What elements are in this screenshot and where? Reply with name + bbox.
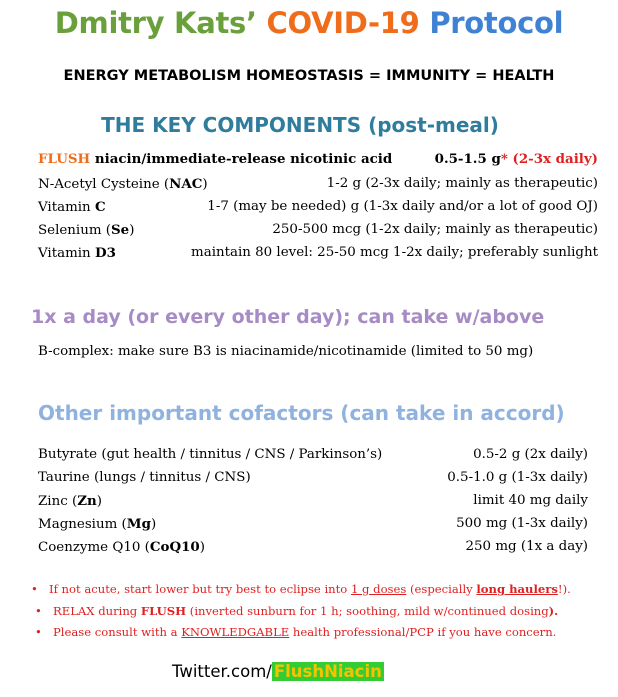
bullet-icon: • (35, 625, 42, 639)
zinc-name (38, 493, 102, 509)
zinc-abbrev: Zn (77, 493, 97, 509)
b-complex-text: B-complex: make sure B3 is niacinamide/nicotinamide (limited to 50 mg) (38, 344, 534, 359)
bullet-icon: • (31, 582, 38, 596)
note1-text-3: !). (557, 582, 571, 596)
vitamin-d3-row (38, 245, 598, 267)
title-covid: COVID-19 (266, 6, 420, 40)
twitter-prefix: Twitter.com/ (172, 662, 272, 681)
note1-underline: 1 g doses (350, 582, 407, 596)
vitamin-c-name-pre: Vitamin (38, 200, 95, 215)
taurine-dose: 0.5-1.0 g (1-3x daily) (447, 470, 588, 485)
note3-text-2: health professional/PCP if you have concern. (289, 625, 557, 639)
vitamin-d3-name-pre: Vitamin (38, 246, 95, 261)
nac-row (38, 176, 598, 198)
magnesium-name-post: ) (150, 517, 157, 532)
document-subtitle: ENERGY METABOLISM HOMEOSTASIS = IMMUNITY = HEALTH (63, 68, 555, 84)
nac-abbrev: NAC (169, 176, 203, 192)
zinc-name-post: ) (96, 494, 102, 509)
selenium-name-pre: Selenium ( (38, 223, 112, 238)
magnesium-name (38, 516, 156, 532)
note-relax-flush (35, 604, 558, 618)
vitamin-d3-abbrev: D3 (94, 245, 116, 261)
vitamin-c-abbrev: C (94, 199, 106, 215)
taurine-row (38, 470, 598, 492)
bullet-icon: • (35, 604, 42, 618)
vitamin-d3-dose: maintain 80 level: 25-50 mcg 1-2x daily; preferably sunlight (191, 245, 598, 260)
cofactors-heading: Other important cofactors (can take in accord) (38, 401, 565, 425)
magnesium-name-pre: Magnesium ( (38, 517, 127, 532)
butyrate-dose: 0.5-2 g (2x daily) (473, 447, 588, 462)
note-consult (35, 625, 556, 639)
vitamin-d3-name (38, 245, 116, 261)
vitamin-c-row (38, 199, 598, 221)
selenium-row (38, 222, 598, 244)
selenium-name (38, 222, 134, 238)
twitter-footer[interactable] (172, 662, 384, 681)
flush-dose-value: 0.5-1.5 g (434, 151, 501, 167)
key-components-heading: THE KEY COMPONENTS (post-meal) (101, 113, 499, 137)
nac-name-post: ) (202, 177, 208, 192)
coq10-name (38, 539, 205, 555)
vitamin-c-name (38, 199, 106, 215)
flush-niacin-dose (435, 151, 598, 167)
note1-long-haulers: long haulers (476, 582, 558, 596)
selenium-name-post: ) (129, 223, 135, 238)
note2-close: ). (548, 604, 559, 618)
magnesium-dose: 500 mg (1-3x daily) (456, 516, 588, 531)
flush-niacin-row (38, 151, 598, 173)
flush-niacin-desc: niacin/immediate-release nicotinic acid (90, 151, 393, 167)
taurine-name: Taurine (lungs / tinnitus / CNS) (38, 470, 251, 485)
vitamin-c-dose: 1-7 (may be needed) g (1-3x daily and/or a lot of good OJ) (207, 199, 598, 214)
butyrate-row (38, 447, 598, 469)
note3-text: Please consult with a (53, 625, 182, 639)
coq10-name-pre: Coenzyme Q10 ( (38, 540, 150, 555)
selenium-abbrev: Se (111, 222, 130, 238)
nac-name-pre: N-Acetyl Cysteine ( (38, 177, 170, 192)
twitter-handle[interactable]: FlushNiacin (273, 662, 382, 681)
note2-text-2: (inverted sunburn for 1 h; soothing, mild w/continued dosing (186, 604, 549, 618)
flush-keyword: FLUSH (38, 151, 91, 167)
coq10-name-post: ) (199, 540, 205, 555)
zinc-dose: limit 40 mg daily (473, 493, 588, 508)
note1-text: If not acute, start lower but try best to eclipse into (49, 582, 351, 596)
flush-dose-note: * (2-3x daily) (500, 151, 598, 167)
title-protocol: Protocol (429, 6, 564, 40)
note1-text-2: (especially (406, 582, 477, 596)
title-author: Dmitry Kats’ (54, 6, 257, 40)
zinc-row (38, 493, 598, 515)
nac-name (38, 176, 208, 192)
note3-knowledgable: KNOWLEDGABLE (181, 625, 290, 639)
coq10-abbrev: CoQ10 (149, 539, 200, 555)
note2-flush: FLUSH (140, 604, 187, 618)
note2-text: RELAX during (53, 604, 141, 618)
daily-section-heading: 1x a day (or every other day); can take w/above (31, 306, 545, 328)
nac-dose: 1-2 g (2-3x daily; mainly as therapeutic) (326, 176, 598, 191)
coq10-dose: 250 mg (1x a day) (465, 539, 588, 554)
butyrate-name: Butyrate (gut health / tinnitus / CNS / Parkinson’s) (38, 447, 383, 462)
selenium-dose: 250-500 mcg (1-2x daily; mainly as therapeutic) (272, 222, 598, 237)
zinc-name-pre: Zinc ( (38, 494, 78, 509)
coq10-row (38, 539, 598, 561)
document-title (0, 6, 618, 40)
magnesium-row (38, 516, 598, 538)
magnesium-abbrev: Mg (126, 516, 151, 532)
flush-niacin-name (38, 151, 392, 167)
note-dose-guidance (31, 582, 571, 596)
